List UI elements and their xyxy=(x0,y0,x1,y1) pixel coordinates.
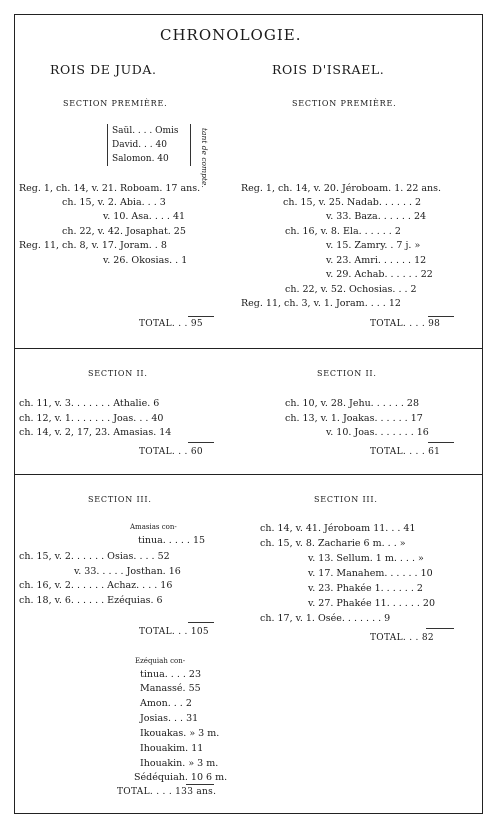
juda-s1-row: Reg. 1, ch. 14, v. 21. Roboam. 17 ans. xyxy=(19,183,201,194)
united-king: Saül. . . . Omis xyxy=(112,126,179,136)
section-divider-2 xyxy=(14,474,483,475)
israel-s3-row: ch. 15, v. 8. Zacharie 6 m. . . » xyxy=(260,538,406,549)
section-divider-1 xyxy=(14,348,483,349)
united-bracket-left xyxy=(107,124,108,166)
united-king: Salomon. 40 xyxy=(112,154,169,164)
juda-s3-cont: tinua. . . . . 15 xyxy=(138,535,206,546)
juda-s3-cont2: Ezéquiah con- xyxy=(135,657,186,665)
juda-later-king: Sédéquiah. 10 6 m. xyxy=(134,772,228,783)
juda-s3-cont2: tinua. . . . 23 xyxy=(140,669,202,680)
israel-s1-row: ch. 22, v. 52. Ochosias. . . 2 xyxy=(285,284,417,295)
israel-s1-row: v. 33. Baza. . . . . . 24 xyxy=(326,211,427,222)
juda-section3-label: SECTION III. xyxy=(88,495,152,504)
israel-s2-total: TOTAL. . . . 61 xyxy=(370,447,441,457)
juda-s1-total: TOTAL. . . 95 xyxy=(139,319,203,329)
israel-s2-row: ch. 13, v. 1. Joakas. . . . . . 17 xyxy=(285,413,423,424)
israel-s1-row: ch. 15, v. 25. Nadab. . . . . . 2 xyxy=(283,197,422,208)
juda-s3-row: ch. 15, v. 2. . . . . . Osias. . . . 52 xyxy=(19,551,170,562)
juda-s1-total-rule xyxy=(188,316,214,317)
israel-s3-total: TOTAL. . . 82 xyxy=(370,633,434,643)
juda-later-king: Ihouakin. » 3 m. xyxy=(140,758,219,769)
juda-s1-row: ch. 15, v. 2. Abia. . . 3 xyxy=(62,197,166,208)
juda-later-king: Ikouakas. » 3 m. xyxy=(140,728,220,739)
juda-grand-total: TOTAL. . . . 133 ans. xyxy=(117,787,217,797)
united-king: David. . . 40 xyxy=(112,140,167,150)
juda-s1-row: Reg. 11, ch. 8, v. 17. Joram. . 8 xyxy=(19,240,167,251)
juda-s3-total: TOTAL. . . 105 xyxy=(139,627,209,637)
united-bracket-right xyxy=(190,124,191,166)
juda-s1-row: ch. 22, v. 42. Josaphat. 25 xyxy=(62,226,186,237)
juda-s3-total-rule xyxy=(188,622,214,623)
israel-s1-total-rule xyxy=(428,316,454,317)
israel-s1-row: v. 15. Zamry. . 7 j. » xyxy=(326,240,421,251)
juda-s3-row: v. 33. . . . . Josthan. 16 xyxy=(74,566,181,577)
juda-s2-row: ch. 11, v. 3. . . . . . . Athalie. 6 xyxy=(19,398,160,409)
juda-section1-label: SECTION PREMIÈRE. xyxy=(63,99,168,108)
juda-later-king: Manassé. 55 xyxy=(140,683,201,694)
israel-s3-total-rule xyxy=(426,628,454,629)
juda-s2-total: TOTAL. . . 60 xyxy=(139,447,203,457)
juda-s3-row: ch. 16, v. 2. . . . . . Achaz. . . . 16 xyxy=(19,580,173,591)
page-title: CHRONOLOGIE. xyxy=(160,26,302,44)
israel-s3-row: ch. 14, v. 41. Jéroboam 11. . . 41 xyxy=(260,523,416,534)
juda-s3-row: ch. 18, v. 6. . . . . . Ezéquias. 6 xyxy=(19,595,163,606)
juda-s2-row: ch. 14, v. 2, 17, 23. Amasias. 14 xyxy=(19,427,172,438)
israel-s1-row: ch. 16, v. 8. Ela. . . . . . 2 xyxy=(285,226,401,237)
juda-header: ROIS DE JUDA. xyxy=(50,62,157,77)
juda-grand-total-rule xyxy=(186,784,214,785)
juda-later-king: Ihouakim. 11 xyxy=(140,743,204,754)
juda-s3-cont: Amasias con- xyxy=(130,523,177,531)
juda-section2-label: SECTION II. xyxy=(88,369,148,378)
israel-section2-label: SECTION II. xyxy=(317,369,377,378)
juda-s1-row: v. 10. Asa. . . . 41 xyxy=(103,211,186,222)
juda-later-king: Josias. . . 31 xyxy=(140,713,199,724)
israel-section1-label: SECTION PREMIÈRE. xyxy=(292,99,397,108)
israel-s1-row: Reg. 11, ch. 3, v. 1. Joram. . . . 12 xyxy=(241,298,401,309)
juda-later-king: Amon. . . 2 xyxy=(140,698,192,709)
israel-s2-row: ch. 10, v. 28. Jehu. . . . . . 28 xyxy=(285,398,420,409)
israel-section3-label: SECTION III. xyxy=(314,495,378,504)
juda-s1-row: v. 26. Okosias. . 1 xyxy=(103,255,188,266)
israel-s1-row: Reg. 1, ch. 14, v. 20. Jéroboam. 1. 22 ans. xyxy=(241,183,442,194)
united-note: tant de compte. xyxy=(200,128,209,188)
juda-s2-total-rule xyxy=(188,442,214,443)
israel-s1-row: v. 23. Amri. . . . . . 12 xyxy=(326,255,427,266)
israel-header: ROIS D'ISRAEL. xyxy=(272,62,385,77)
juda-s2-row: ch. 12, v. 1. . . . . . . Joas. . . 40 xyxy=(19,413,164,424)
israel-s1-row: v. 29. Achab. . . . . . 22 xyxy=(326,269,433,280)
israel-s3-row: v. 27. Phakée 11. . . . . . 20 xyxy=(308,598,436,609)
israel-s3-row: v. 17. Manahem. . . . . . 10 xyxy=(308,568,433,579)
israel-s3-row: v. 23. Phakée 1. . . . . . 2 xyxy=(308,583,423,594)
israel-s3-row: v. 13. Sellum. 1 m. . . . » xyxy=(308,553,424,564)
israel-s2-total-rule xyxy=(428,442,454,443)
israel-s2-row: v. 10. Joas. . . . . . . 16 xyxy=(326,427,429,438)
israel-s3-row: ch. 17, v. 1. Osée. . . . . . . 9 xyxy=(260,613,391,624)
israel-s1-total: TOTAL. . . . 98 xyxy=(370,319,441,329)
